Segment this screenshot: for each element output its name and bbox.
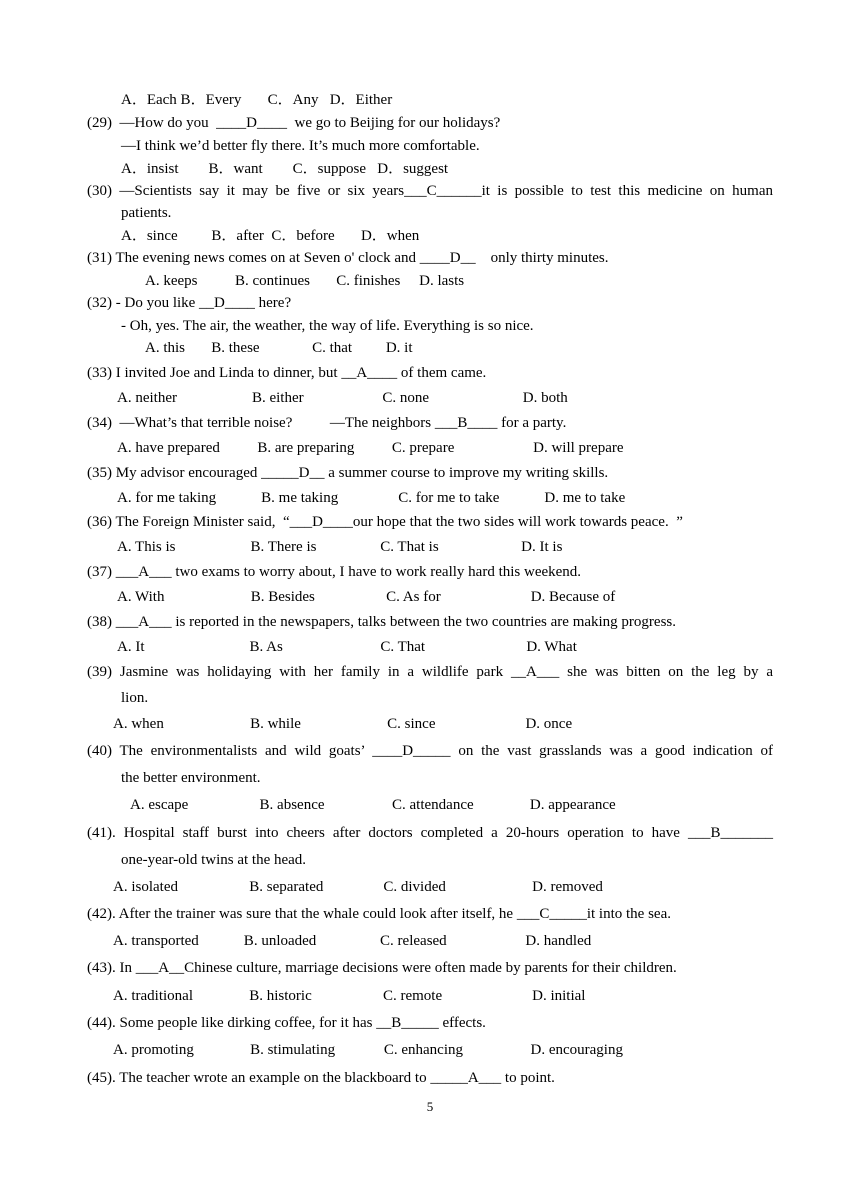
question-line: one-year-old twins at the head. xyxy=(121,852,307,868)
question-line: (37) ___A___ two exams to worry about, I have to work really hard this weekend. xyxy=(87,564,582,580)
option-line: A. It B. As C. That D. What xyxy=(117,639,577,655)
question-line: (39) Jasmine was holidaying with her family in a wildlife park __A___ she was bitten on the leg by a xyxy=(87,664,773,680)
question-line: (29) —How do you ____D____ we go to Beijing for our holidays? xyxy=(87,115,501,131)
option-line: A．Each B．Every C．Any D．Either xyxy=(121,92,393,108)
question-line: lion. xyxy=(121,690,149,706)
option-line: A. keeps B. continues C. finishes D. lasts xyxy=(145,273,465,289)
question-line: the better environment. xyxy=(121,770,261,786)
question-line: (42). After the trainer was sure that the whale could look after itself, he ___C_____it into the sea. xyxy=(87,906,671,922)
question-line: (33) I invited Joe and Linda to dinner, but __A____ of them came. xyxy=(87,365,487,381)
question-line: (36) The Foreign Minister said, “___D____our hope that the two sides will work towards peace. ” xyxy=(87,514,683,530)
question-line: (31) The evening news comes on at Seven o' clock and ____D__ only thirty minutes. xyxy=(87,250,609,266)
question-line: (35) My advisor encouraged _____D__ a summer course to improve my writing skills. xyxy=(87,465,609,481)
question-line: (34) —What’s that terrible noise? —The neighbors ___B____ for a party. xyxy=(87,415,567,431)
page-number: 5 xyxy=(426,1099,434,1114)
option-line: A. isolated B. separated C. divided D. removed xyxy=(113,879,603,895)
option-line: A. This is B. There is C. That is D. It is xyxy=(117,539,563,555)
question-line: (38) ___A___ is reported in the newspapers, talks between the two countries are making progress. xyxy=(87,614,677,630)
option-line: A. With B. Besides C. As for D. Because of xyxy=(117,589,616,605)
option-line: A．since B．after C．before D．when xyxy=(121,228,420,244)
question-line: - Oh, yes. The air, the weather, the way of life. Everything is so nice. xyxy=(121,318,534,334)
option-line: A. transported B. unloaded C. released D. handled xyxy=(113,933,592,949)
option-line: A. have prepared B. are preparing C. prepare D. will prepare xyxy=(117,440,624,456)
question-line: (32) - Do you like __D____ here? xyxy=(87,295,292,311)
option-line: A．insist B．want C．suppose D．suggest xyxy=(121,161,449,177)
option-line: A. this B. these C. that D. it xyxy=(145,340,413,356)
question-line: (41). Hospital staff burst into cheers after doctors completed a 20-hours operation to have ___B_______ xyxy=(87,825,773,841)
question-line: (44). Some people like dirking coffee, for it has __B_____ effects. xyxy=(87,1015,486,1031)
question-line: (40) The environmentalists and wild goats’ ____D_____ on the vast grasslands was a good indication of xyxy=(87,743,773,759)
option-line: A. escape B. absence C. attendance D. appearance xyxy=(130,797,616,813)
question-line: —I think we’d better fly there. It’s much more comfortable. xyxy=(121,138,480,154)
option-line: A. traditional B. historic C. remote D. initial xyxy=(113,988,586,1004)
question-line: (30) —Scientists say it may be five or six years___C______it is possible to test this medicine on human xyxy=(87,183,773,199)
option-line: A. when B. while C. since D. once xyxy=(113,716,573,732)
option-line: A. promoting B. stimulating C. enhancing D. encouraging xyxy=(113,1042,623,1058)
option-line: A. for me taking B. me taking C. for me to take D. me to take xyxy=(117,490,626,506)
option-line: A. neither B. either C. none D. both xyxy=(117,390,568,406)
question-line: patients. xyxy=(121,205,172,221)
question-line: (43). In ___A__Chinese culture, marriage decisions were often made by parents for their children. xyxy=(87,960,677,976)
question-line: (45). The teacher wrote an example on the blackboard to _____A___ to point. xyxy=(87,1070,555,1086)
